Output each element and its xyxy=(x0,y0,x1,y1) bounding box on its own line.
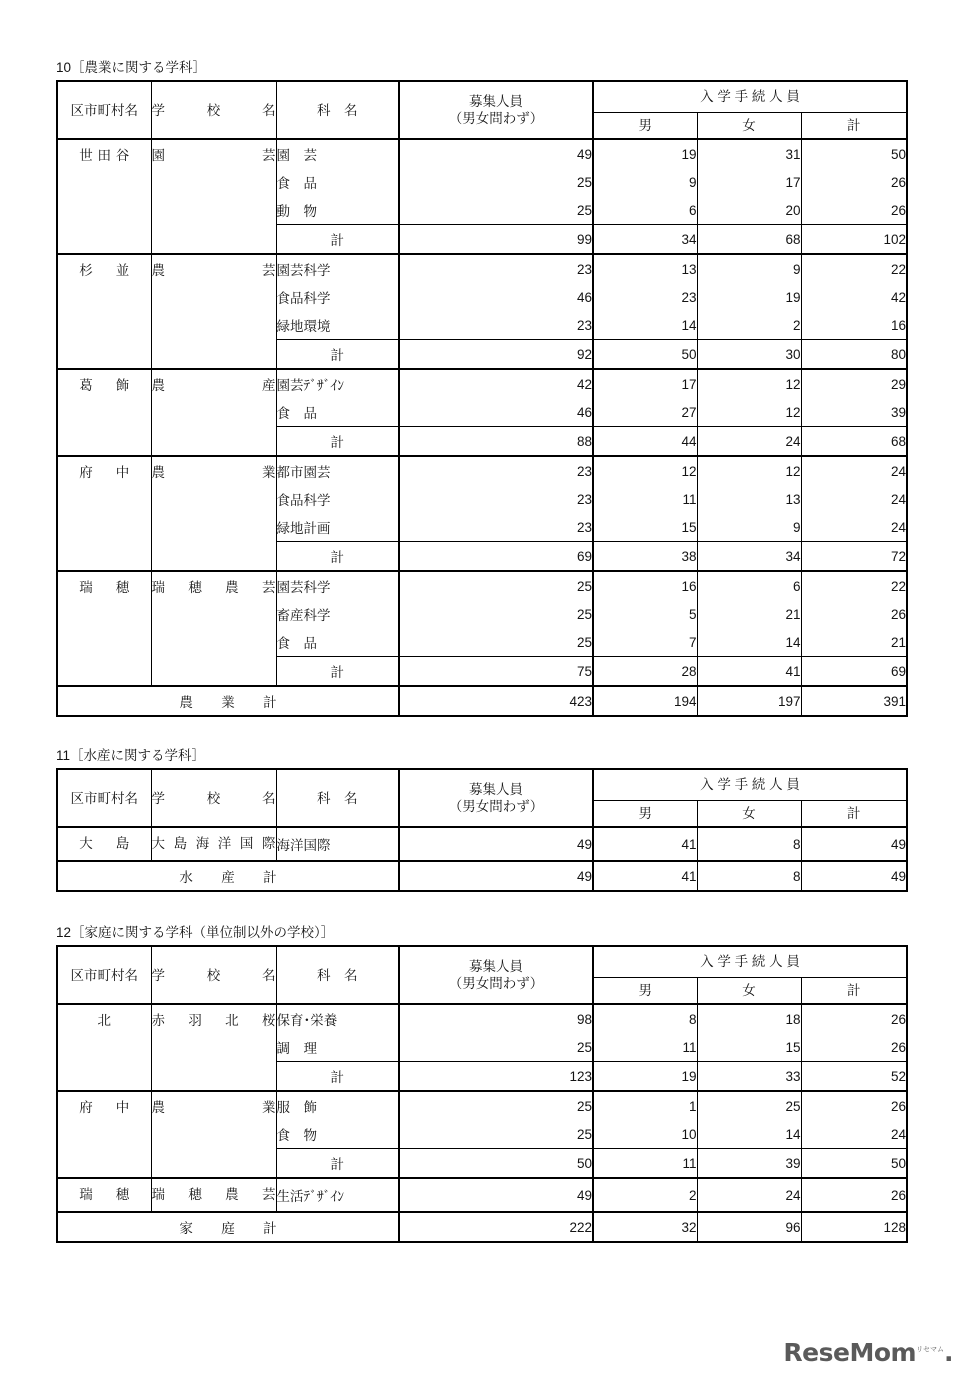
cell-total: 26 xyxy=(801,600,907,628)
cell-quota: 49 xyxy=(399,139,593,168)
header-dept: 科 名 xyxy=(276,946,399,1004)
cell-quota: 25 xyxy=(399,168,593,196)
header-quota xyxy=(399,946,593,1004)
cell-department: 都市園芸 xyxy=(276,456,399,485)
table-row xyxy=(57,1004,907,1033)
table-header xyxy=(57,946,907,1004)
cell-subtotal-total: 50 xyxy=(801,1149,907,1179)
cell-male: 13 xyxy=(593,254,697,283)
cell-female: 15 xyxy=(697,1033,801,1062)
cell-grand-total-label: 農 業 計 xyxy=(57,686,399,716)
cell-subtotal-quota: 50 xyxy=(399,1149,593,1179)
cell-city: 府 中 xyxy=(57,456,151,571)
table-body xyxy=(57,827,907,891)
cell-male: 7 xyxy=(593,628,697,657)
cell-subtotal-quota: 75 xyxy=(399,657,593,687)
cell-subtotal-male: 19 xyxy=(593,1062,697,1092)
cell-grand-total-total: 49 xyxy=(801,861,907,891)
cell-city: 府 中 xyxy=(57,1091,151,1178)
cell-grand-total-label: 家 庭 計 xyxy=(57,1212,399,1242)
cell-male: 8 xyxy=(593,1004,697,1033)
section-agriculture xyxy=(56,60,906,717)
cell-quota: 42 xyxy=(399,369,593,398)
cell-school: 瑞 穂 農 芸 xyxy=(151,571,276,686)
cell-subtotal-quota: 88 xyxy=(399,427,593,457)
cell-total: 26 xyxy=(801,1004,907,1033)
section-title: 10［農業に関する学科］ xyxy=(56,60,207,75)
table-row-grand-total xyxy=(57,861,907,891)
table-row xyxy=(57,139,907,168)
cell-city: 瑞 穂 xyxy=(57,1178,151,1212)
cell-grand-total-female: 8 xyxy=(697,861,801,891)
header-quota xyxy=(399,81,593,139)
cell-subtotal-label: 計 xyxy=(276,427,399,457)
cell-subtotal-male: 11 xyxy=(593,1149,697,1179)
cell-quota: 25 xyxy=(399,628,593,657)
cell-quota: 23 xyxy=(399,456,593,485)
table-row xyxy=(57,1091,907,1120)
cell-total: 26 xyxy=(801,196,907,225)
cell-female: 31 xyxy=(697,139,801,168)
cell-quota: 46 xyxy=(399,398,593,427)
table-row xyxy=(57,571,907,600)
cell-subtotal-female: 33 xyxy=(697,1062,801,1092)
cell-school: 農 芸 xyxy=(151,254,276,369)
cell-quota: 46 xyxy=(399,283,593,311)
cell-total: 50 xyxy=(801,139,907,168)
cell-subtotal-male: 38 xyxy=(593,542,697,572)
header-city: 区市町村名 xyxy=(57,81,151,139)
cell-quota: 23 xyxy=(399,311,593,340)
cell-female: 20 xyxy=(697,196,801,225)
cell-department: 保育･栄養 xyxy=(276,1004,399,1033)
cell-total: 26 xyxy=(801,168,907,196)
cell-subtotal-male: 50 xyxy=(593,340,697,370)
cell-subtotal-male: 44 xyxy=(593,427,697,457)
cell-total: 24 xyxy=(801,513,907,542)
header-enrolled: 入 学 手 続 人 員 xyxy=(593,81,907,112)
header-quota-line2: （男女問わず） xyxy=(448,799,544,814)
cell-quota: 23 xyxy=(399,254,593,283)
cell-total: 16 xyxy=(801,311,907,340)
cell-total: 24 xyxy=(801,1120,907,1149)
cell-female: 17 xyxy=(697,168,801,196)
cell-grand-total-female: 96 xyxy=(697,1212,801,1242)
cell-male: 23 xyxy=(593,283,697,311)
cell-subtotal-label: 計 xyxy=(276,542,399,572)
section-home-economics xyxy=(56,925,906,1243)
cell-grand-total-male: 194 xyxy=(593,686,697,716)
cell-subtotal-female: 39 xyxy=(697,1149,801,1179)
cell-female: 24 xyxy=(697,1178,801,1212)
cell-quota: 49 xyxy=(399,827,593,861)
cell-grand-total-quota: 49 xyxy=(399,861,593,891)
cell-male: 1 xyxy=(593,1091,697,1120)
cell-grand-total-label: 水 産 計 xyxy=(57,861,399,891)
header-enrolled: 入 学 手 続 人 員 xyxy=(593,946,907,977)
header-school: 学 校 名 xyxy=(151,946,276,1004)
cell-female: 19 xyxy=(697,283,801,311)
header-dept: 科 名 xyxy=(276,81,399,139)
cell-department: 園芸科学 xyxy=(276,571,399,600)
cell-department: 食品科学 xyxy=(276,485,399,513)
home-economics-table xyxy=(56,945,908,1243)
cell-male: 2 xyxy=(593,1178,697,1212)
header-school: 学 校 名 xyxy=(151,769,276,827)
cell-male: 12 xyxy=(593,456,697,485)
cell-department: 畜産科学 xyxy=(276,600,399,628)
cell-quota: 23 xyxy=(399,513,593,542)
section-title: 11［水産に関する学科］ xyxy=(56,748,206,763)
cell-male: 9 xyxy=(593,168,697,196)
fisheries-table xyxy=(56,768,908,892)
cell-department: 調 理 xyxy=(276,1033,399,1062)
cell-subtotal-total: 80 xyxy=(801,340,907,370)
header-total: 計 xyxy=(801,112,907,139)
cell-subtotal-male: 34 xyxy=(593,225,697,255)
cell-subtotal-total: 68 xyxy=(801,427,907,457)
agriculture-table xyxy=(56,80,908,717)
table-row xyxy=(57,254,907,283)
cell-total: 22 xyxy=(801,254,907,283)
cell-grand-total-total: 391 xyxy=(801,686,907,716)
cell-department: 園 芸 xyxy=(276,139,399,168)
table-row xyxy=(57,456,907,485)
cell-subtotal-female: 34 xyxy=(697,542,801,572)
cell-female: 12 xyxy=(697,456,801,485)
cell-quota: 23 xyxy=(399,485,593,513)
cell-total: 21 xyxy=(801,628,907,657)
cell-quota: 25 xyxy=(399,571,593,600)
header-total: 計 xyxy=(801,800,907,827)
cell-department: 緑地環境 xyxy=(276,311,399,340)
cell-city: 世田谷 xyxy=(57,139,151,254)
cell-female: 14 xyxy=(697,628,801,657)
cell-male: 15 xyxy=(593,513,697,542)
cell-total: 49 xyxy=(801,827,907,861)
header-city: 区市町村名 xyxy=(57,946,151,1004)
header-female: 女 xyxy=(697,112,801,139)
cell-department: 生活ﾃﾞｻﾞｲﾝ xyxy=(276,1178,399,1212)
cell-subtotal-male: 28 xyxy=(593,657,697,687)
cell-city: 北 xyxy=(57,1004,151,1091)
cell-male: 5 xyxy=(593,600,697,628)
cell-subtotal-label: 計 xyxy=(276,657,399,687)
cell-female: 6 xyxy=(697,571,801,600)
cell-total: 26 xyxy=(801,1033,907,1062)
cell-male: 19 xyxy=(593,139,697,168)
cell-subtotal-total: 52 xyxy=(801,1062,907,1092)
cell-subtotal-label: 計 xyxy=(276,1149,399,1179)
header-quota-line2: （男女問わず） xyxy=(448,976,544,991)
cell-male: 27 xyxy=(593,398,697,427)
cell-department: 食 品 xyxy=(276,628,399,657)
cell-department: 服 飾 xyxy=(276,1091,399,1120)
header-quota-line1: 募集人員 xyxy=(469,94,523,109)
table-row-grand-total xyxy=(57,686,907,716)
cell-male: 11 xyxy=(593,1033,697,1062)
cell-department: 園芸ﾃﾞｻﾞｲﾝ xyxy=(276,369,399,398)
section-fisheries xyxy=(56,748,906,892)
header-male: 男 xyxy=(593,112,697,139)
cell-female: 12 xyxy=(697,369,801,398)
cell-female: 25 xyxy=(697,1091,801,1120)
cell-school: 赤 羽 北 桜 xyxy=(151,1004,276,1091)
cell-school: 農 業 xyxy=(151,456,276,571)
cell-female: 9 xyxy=(697,254,801,283)
table-row xyxy=(57,369,907,398)
cell-department: 食 品 xyxy=(276,168,399,196)
header-dept: 科 名 xyxy=(276,769,399,827)
cell-male: 11 xyxy=(593,485,697,513)
cell-quota: 49 xyxy=(399,1178,593,1212)
table-row-grand-total xyxy=(57,1212,907,1242)
cell-subtotal-quota: 92 xyxy=(399,340,593,370)
cell-school: 瑞 穂 農 芸 xyxy=(151,1178,276,1212)
cell-quota: 25 xyxy=(399,196,593,225)
cell-quota: 25 xyxy=(399,1033,593,1062)
cell-quota: 98 xyxy=(399,1004,593,1033)
table-header xyxy=(57,769,907,827)
cell-subtotal-female: 68 xyxy=(697,225,801,255)
cell-city: 瑞 穂 xyxy=(57,571,151,686)
header-total: 計 xyxy=(801,977,907,1004)
cell-female: 8 xyxy=(697,827,801,861)
cell-total: 42 xyxy=(801,283,907,311)
header-city: 区市町村名 xyxy=(57,769,151,827)
header-male: 男 xyxy=(593,800,697,827)
header-enrolled: 入 学 手 続 人 員 xyxy=(593,769,907,800)
table-body xyxy=(57,1004,907,1242)
table-body xyxy=(57,139,907,716)
cell-total: 29 xyxy=(801,369,907,398)
cell-female: 18 xyxy=(697,1004,801,1033)
cell-quota: 25 xyxy=(399,600,593,628)
cell-school: 農 産 xyxy=(151,369,276,456)
cell-female: 2 xyxy=(697,311,801,340)
cell-subtotal-quota: 123 xyxy=(399,1062,593,1092)
table-row xyxy=(57,827,907,861)
cell-school: 大 島 海 洋 国 際 xyxy=(151,827,276,861)
cell-female: 9 xyxy=(697,513,801,542)
cell-quota: 25 xyxy=(399,1120,593,1149)
cell-department: 動 物 xyxy=(276,196,399,225)
cell-female: 14 xyxy=(697,1120,801,1149)
header-school: 学 校 名 xyxy=(151,81,276,139)
cell-quota: 25 xyxy=(399,1091,593,1120)
header-female: 女 xyxy=(697,977,801,1004)
cell-grand-total-female: 197 xyxy=(697,686,801,716)
cell-male: 41 xyxy=(593,827,697,861)
cell-grand-total-total: 128 xyxy=(801,1212,907,1242)
cell-total: 24 xyxy=(801,485,907,513)
cell-school: 園 芸 xyxy=(151,139,276,254)
header-quota-line2: （男女問わず） xyxy=(448,111,544,126)
header-female: 女 xyxy=(697,800,801,827)
cell-subtotal-label: 計 xyxy=(276,340,399,370)
cell-grand-total-male: 41 xyxy=(593,861,697,891)
header-quota-line1: 募集人員 xyxy=(469,959,523,974)
header-male: 男 xyxy=(593,977,697,1004)
cell-subtotal-quota: 99 xyxy=(399,225,593,255)
logo-text: ReseMom xyxy=(783,1338,917,1367)
cell-subtotal-female: 41 xyxy=(697,657,801,687)
cell-subtotal-label: 計 xyxy=(276,225,399,255)
cell-total: 22 xyxy=(801,571,907,600)
cell-city: 大 島 xyxy=(57,827,151,861)
cell-total: 26 xyxy=(801,1091,907,1120)
cell-male: 6 xyxy=(593,196,697,225)
cell-total: 24 xyxy=(801,456,907,485)
header-quota-line1: 募集人員 xyxy=(469,782,523,797)
cell-subtotal-total: 69 xyxy=(801,657,907,687)
cell-female: 21 xyxy=(697,600,801,628)
table-row xyxy=(57,1178,907,1212)
cell-male: 14 xyxy=(593,311,697,340)
cell-total: 39 xyxy=(801,398,907,427)
cell-subtotal-female: 24 xyxy=(697,427,801,457)
table-header xyxy=(57,81,907,139)
cell-school: 農 業 xyxy=(151,1091,276,1178)
logo-tagline: リセマム xyxy=(916,1345,944,1354)
cell-female: 13 xyxy=(697,485,801,513)
cell-subtotal-label: 計 xyxy=(276,1062,399,1092)
header-quota xyxy=(399,769,593,827)
section-title: 12［家庭に関する学科（単位制以外の学校）］ xyxy=(56,925,335,940)
cell-female: 12 xyxy=(697,398,801,427)
cell-male: 16 xyxy=(593,571,697,600)
cell-male: 17 xyxy=(593,369,697,398)
cell-department: 園芸科学 xyxy=(276,254,399,283)
cell-subtotal-total: 72 xyxy=(801,542,907,572)
cell-grand-total-quota: 222 xyxy=(399,1212,593,1242)
cell-city: 葛 飾 xyxy=(57,369,151,456)
cell-subtotal-female: 30 xyxy=(697,340,801,370)
cell-grand-total-male: 32 xyxy=(593,1212,697,1242)
resemom-logo: ReseMom$^{リセマム}$. xyxy=(783,1338,953,1367)
cell-department: 緑地計画 xyxy=(276,513,399,542)
cell-subtotal-total: 102 xyxy=(801,225,907,255)
cell-subtotal-quota: 69 xyxy=(399,542,593,572)
cell-grand-total-quota: 423 xyxy=(399,686,593,716)
cell-total: 26 xyxy=(801,1178,907,1212)
cell-male: 10 xyxy=(593,1120,697,1149)
cell-department: 食品科学 xyxy=(276,283,399,311)
cell-department: 海洋国際 xyxy=(276,827,399,861)
cell-department: 食 品 xyxy=(276,398,399,427)
cell-department: 食 物 xyxy=(276,1120,399,1149)
cell-city: 杉 並 xyxy=(57,254,151,369)
